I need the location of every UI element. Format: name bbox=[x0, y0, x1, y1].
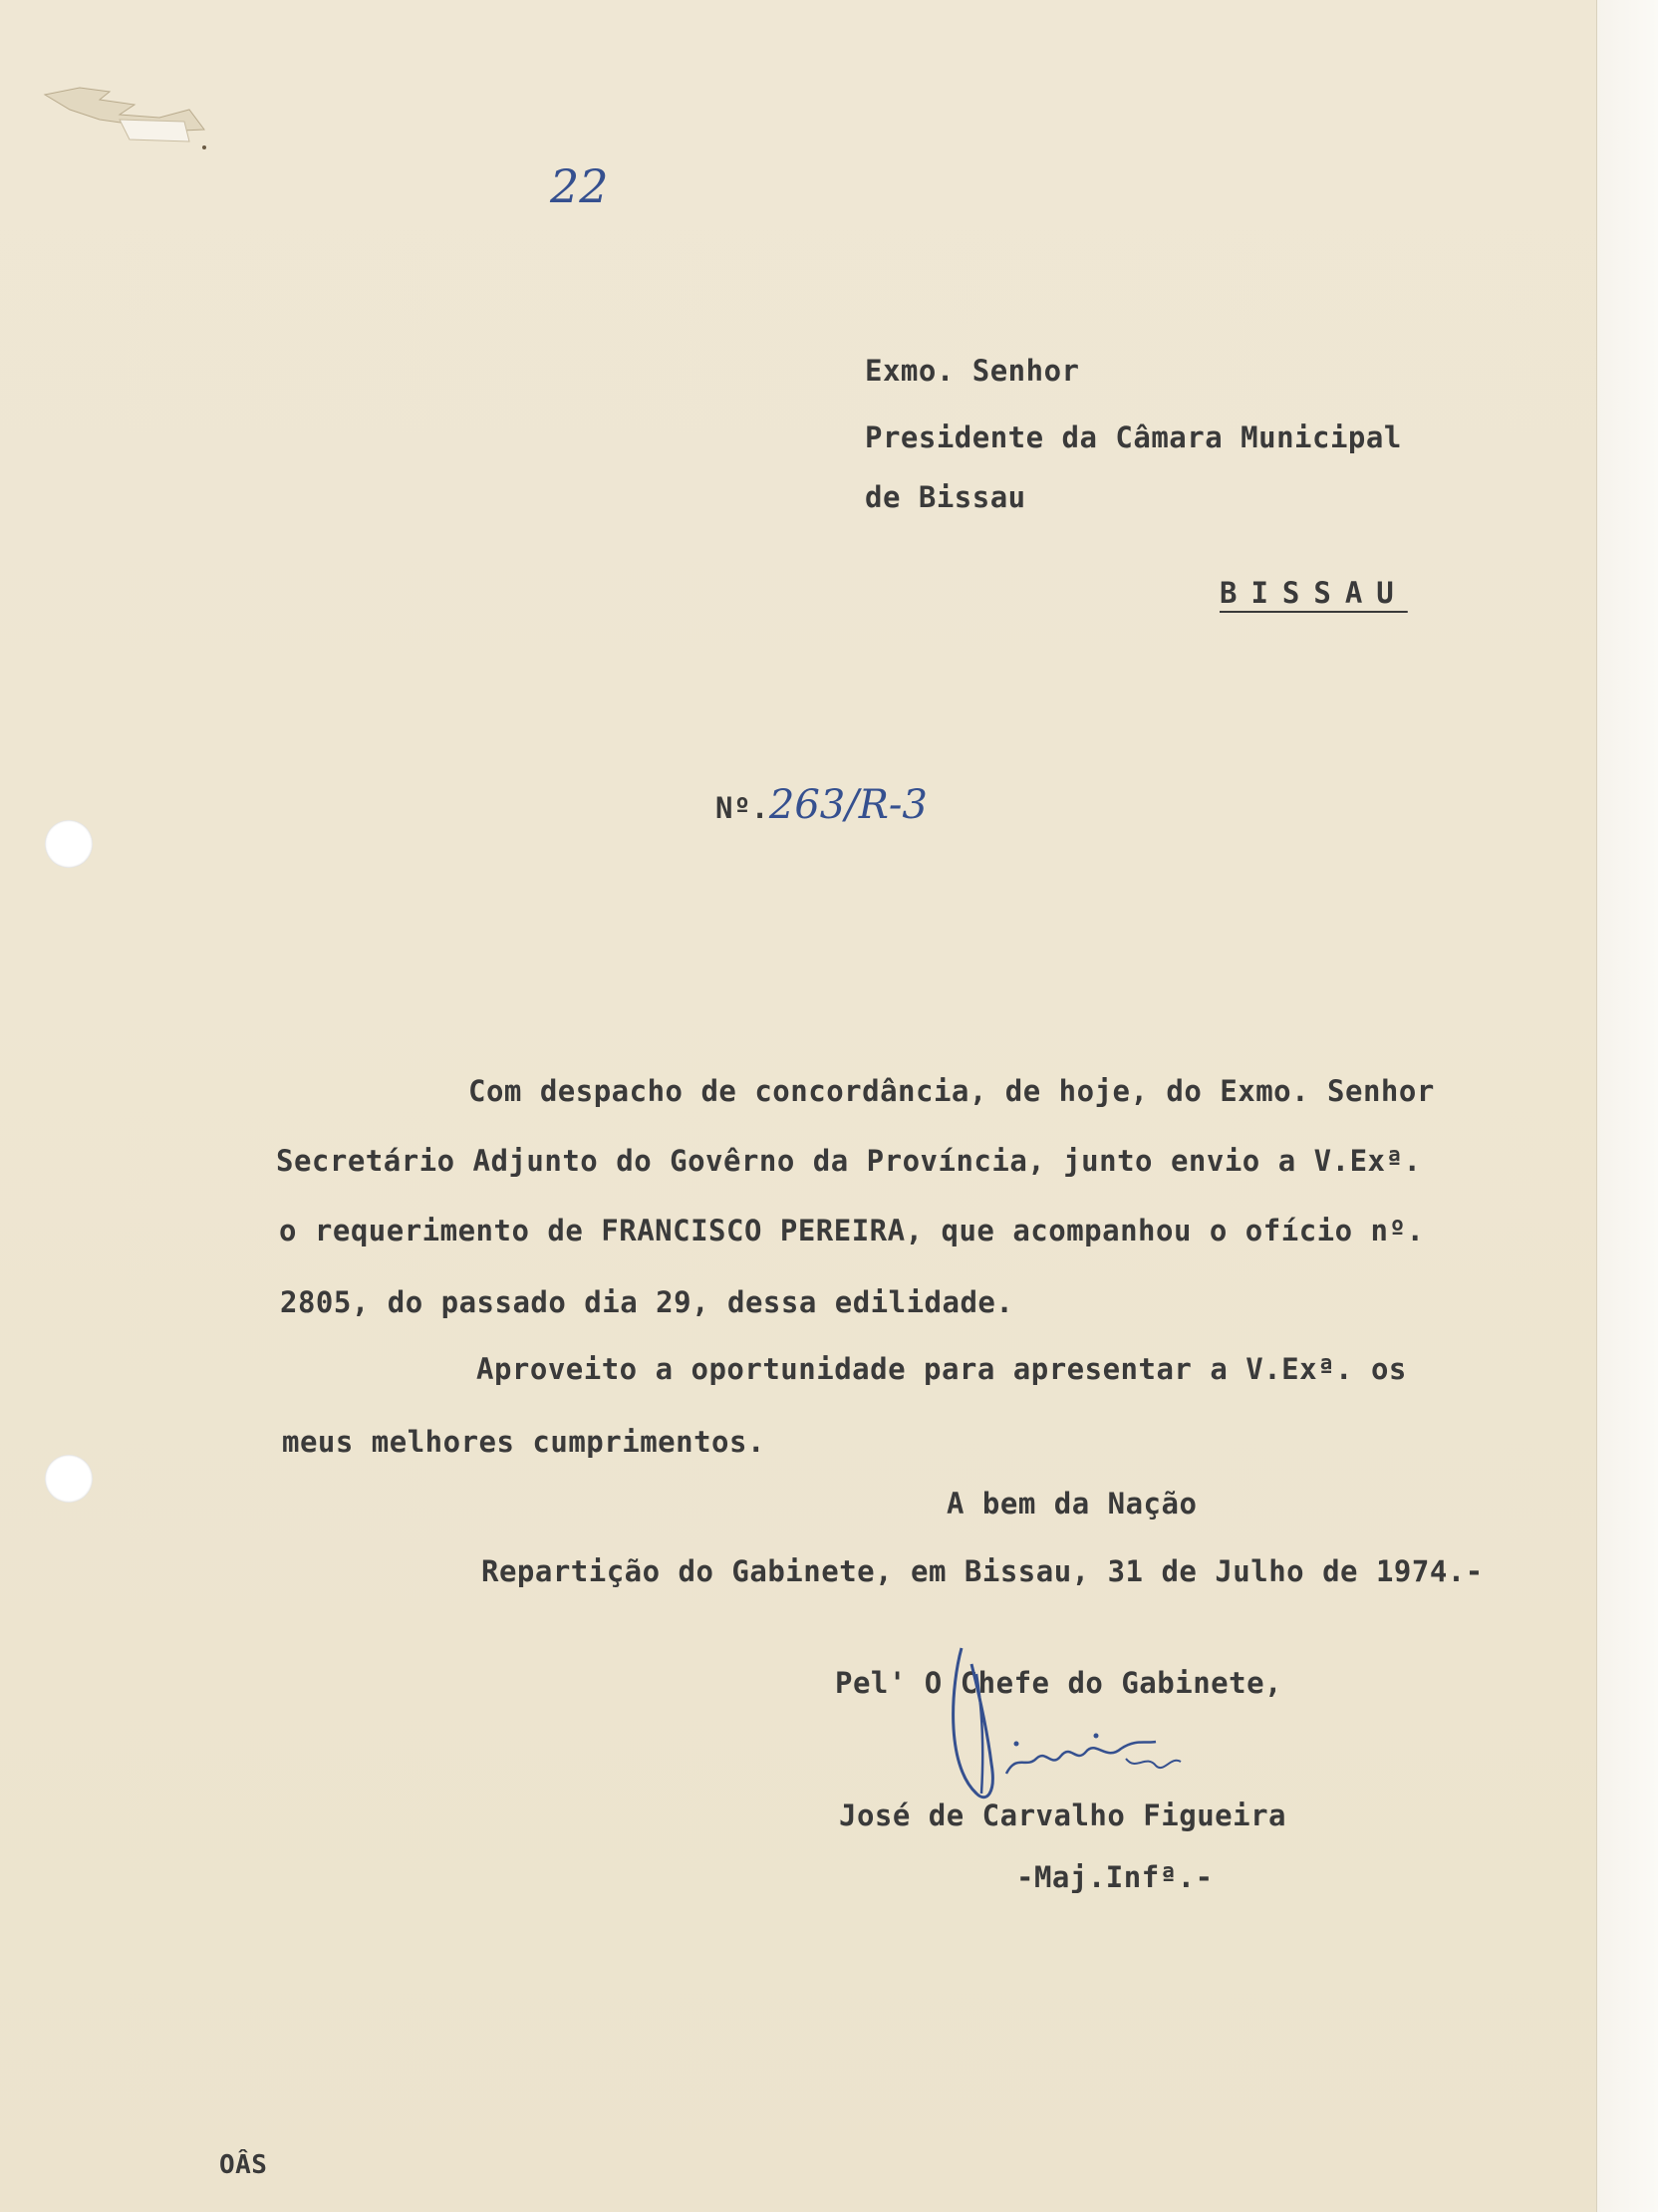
closing-salutation: A bem da Nação bbox=[947, 1487, 1198, 1521]
reference-handwritten: 263/R-3 bbox=[768, 782, 928, 828]
addressee-line2: Presidente da Câmara Municipal bbox=[865, 420, 1402, 454]
scan-edge bbox=[1596, 0, 1658, 2212]
reference-prefix: Nº. bbox=[715, 791, 769, 825]
addressee-line3: de Bissau bbox=[865, 480, 1026, 514]
page-number: 22 bbox=[550, 159, 609, 213]
torn-corner-mark bbox=[40, 70, 209, 159]
signatory-rank: -Maj.Infª.- bbox=[1016, 1860, 1214, 1894]
body-p1-line2: Secretário Adjunto do Govêrno da Província, junto envio a V.Exª. bbox=[276, 1144, 1422, 1178]
closing-place-date: Repartição do Gabinete, em Bissau, 31 de Julho de 1974.- bbox=[481, 1554, 1484, 1588]
body-p1-line4: 2805, do passado dia 29, dessa edilidade. bbox=[280, 1285, 1014, 1319]
addressee-line1: Exmo. Senhor bbox=[865, 354, 1080, 388]
punch-hole-bottom bbox=[45, 1455, 93, 1503]
body-p1-line1: Com despacho de concordância, de hoje, do Exmo. Senhor bbox=[468, 1074, 1435, 1108]
punch-hole-top bbox=[45, 820, 93, 868]
signatory-name: José de Carvalho Figueira bbox=[839, 1798, 1286, 1832]
reference-number bbox=[715, 782, 928, 828]
body-p2-line1: Aproveito a oportunidade para apresentar a V.Exª. os bbox=[476, 1352, 1407, 1386]
footer-initials: OÂS bbox=[219, 2150, 268, 2180]
addressee-city: BISSAU bbox=[1220, 576, 1408, 610]
body-p2-line2: meus melhores cumprimentos. bbox=[282, 1425, 765, 1459]
body-p1-line3: o requerimento de FRANCISCO PEREIRA, que acompanhou o ofício nº. bbox=[279, 1214, 1425, 1247]
handwritten-signature bbox=[947, 1644, 1275, 1813]
closing-for: Pel' O Chefe do Gabinete, bbox=[835, 1666, 1282, 1700]
